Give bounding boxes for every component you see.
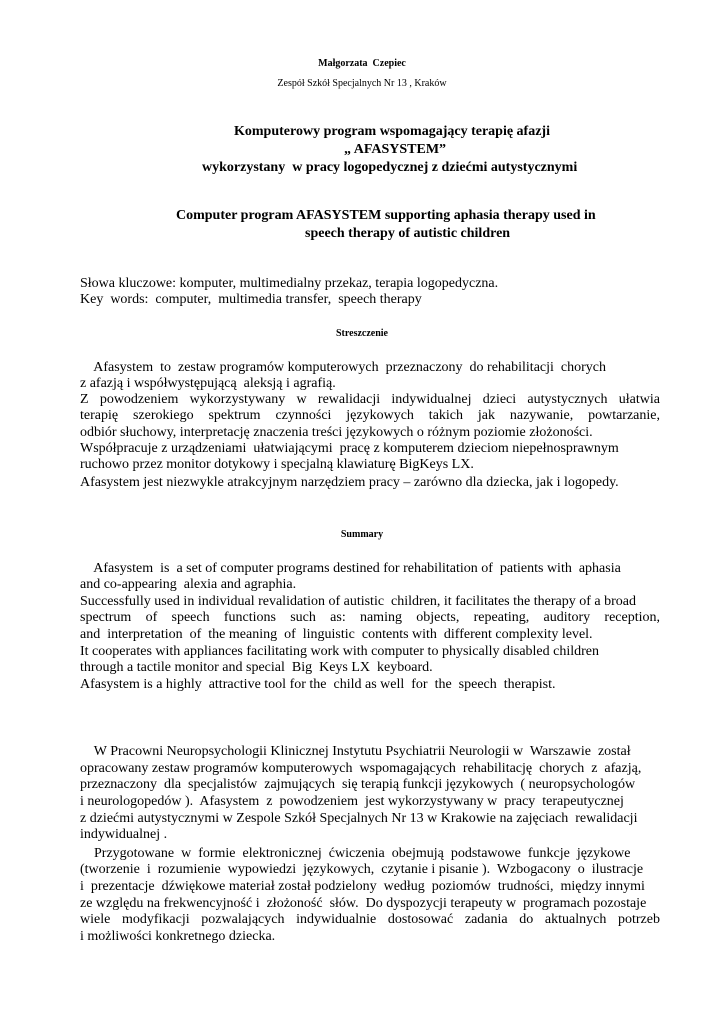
body-line: opracowany zestaw programów komputerowych wspomagających rehabilitację chorych z afazją, xyxy=(80,761,642,776)
summary-heading: Summary xyxy=(340,529,384,540)
body-line: wiele modyfikacji pozwalających indywidualnie dostosować zadania do aktualnych potrzeb xyxy=(80,912,660,927)
title-pl-line-1: Komputerowy program wspomagający terapię afazji xyxy=(234,124,550,139)
keywords-pl: Słowa kluczowe: komputer, multimedialny przekaz, terapia logopedyczna. xyxy=(80,276,499,291)
streszczenie-line: Z powodzeniem wykorzystywany w rewalidacji indywidualnej dzieci autystycznych ułatwia xyxy=(80,392,660,407)
streszczenie-line: Afasystem to zestaw programów komputerowych przeznaczony do rehabilitacji chorych xyxy=(80,360,606,375)
body-line: ze względu na frekwencyjność i złożoność słów. Do dyspozycji terapeuty w programach pozostaje xyxy=(80,896,647,911)
summary-line: It cooperates with appliances facilitating work with computer to physically disabled children xyxy=(80,644,600,659)
body-line: (tworzenie i rozumienie wypowiedzi językowych, czytanie i pisanie ). Wzbogacony o ilustracje xyxy=(80,862,644,877)
keywords-en: Key words: computer, multimedia transfer, speech therapy xyxy=(80,292,422,307)
body-line: przeznaczony dla specjalistów zajmujących się terapią funkcji językowych ( neuropsychologów xyxy=(80,777,636,792)
body-line: i możliwości konkretnego dziecka. xyxy=(80,929,276,944)
streszczenie-line: terapię szerokiego spektrum czynności językowych takich jak nazywanie, powtarzanie, xyxy=(80,408,660,423)
body-line: Przygotowane w formie elektronicznej ćwiczenia obejmują podstawowe funkcje językowe xyxy=(80,846,631,861)
body-line: z dziećmi autystycznymi w Zespole Szkół Specjalnych Nr 13 w Krakowie na zajęciach rewalidacji xyxy=(80,811,638,826)
summary-line: Afasystem is a set of computer programs destined for rehabilitation of patients with aphasia xyxy=(80,561,621,576)
title-pl-line-2: „ AFASYSTEM” xyxy=(344,142,447,157)
body-line: i prezentacje dźwiękowe materiał został podzielony według poziomów trudności, między innymi xyxy=(80,879,645,894)
author-affiliation: Zespół Szkół Specjalnych Nr 13 , Kraków xyxy=(277,78,447,89)
title-pl-line-3: wykorzystany w pracy logopedycznej z dziećmi autystycznymi xyxy=(202,160,578,175)
summary-line: and interpretation of the meaning of linguistic contents with different complexity level. xyxy=(80,627,593,642)
streszczenie-line: Współpracuje z urządzeniami ułatwiającymi pracę z komputerem dzieciom niepełnosprawnym xyxy=(80,441,619,456)
streszczenie-line: Afasystem jest niezwykle atrakcyjnym narzędziem pracy – zarówno dla dziecka, jak i logopedy. xyxy=(80,475,619,490)
streszczenie-heading: Streszczenie xyxy=(335,328,388,339)
streszczenie-line: z afazją i współwystępującą aleksją i agrafią. xyxy=(80,376,336,391)
streszczenie-line: ruchowo przez monitor dotykowy i specjalną klawiaturę BigKeys LX. xyxy=(80,457,474,472)
body-line: indywidualnej . xyxy=(80,827,168,842)
summary-line: and co-appearing alexia and agraphia. xyxy=(80,577,297,592)
summary-line: through a tactile monitor and special Big Keys LX keyboard. xyxy=(80,660,433,675)
summary-line: spectrum of speech functions such as: naming objects, repeating, auditory reception, xyxy=(80,610,660,625)
title-en-line-1: Computer program AFASYSTEM supporting aphasia therapy used in xyxy=(176,208,596,223)
summary-line: Successfully used in individual revalidation of autistic children, it facilitates the therapy of a broad xyxy=(80,594,636,609)
summary-line: Afasystem is a highly attractive tool for the child as well for the speech therapist. xyxy=(80,677,556,692)
body-line: i neurologopedów ). Afasystem z powodzeniem jest wykorzystywany w pracy terapeutycznej xyxy=(80,794,624,809)
title-en-line-2: speech therapy of autistic children xyxy=(305,226,511,241)
body-line: W Pracowni Neuropsychologii Klinicznej Instytutu Psychiatrii Neurologii w Warszawie został xyxy=(80,744,631,759)
streszczenie-line: odbiór słuchowy, interpretację znaczenia treści językowych o różnym poziomie złożoności. xyxy=(80,425,593,440)
author-name: Małgorzata Czepiec xyxy=(318,58,406,69)
